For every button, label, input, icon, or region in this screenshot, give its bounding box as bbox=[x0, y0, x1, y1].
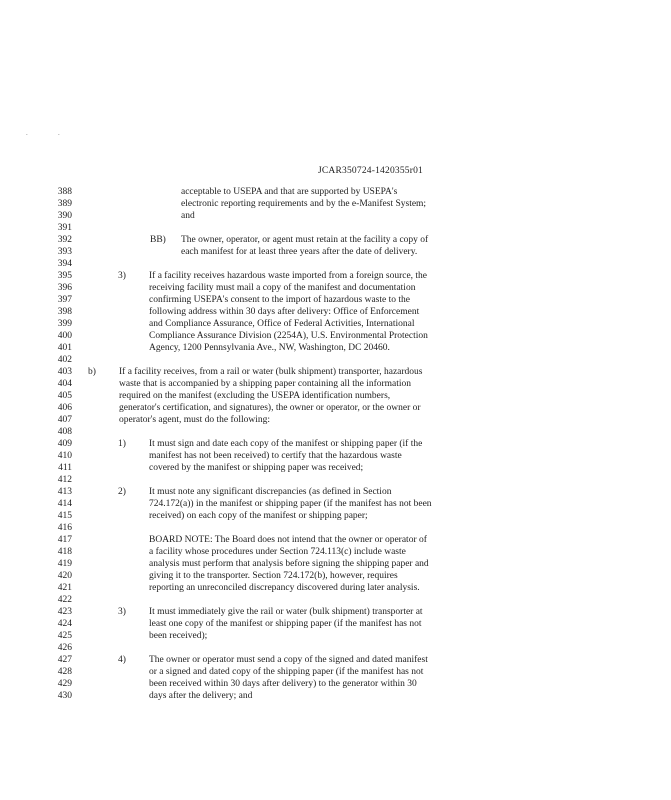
line-number: 413 bbox=[57, 487, 72, 497]
line-number: 424 bbox=[57, 619, 72, 629]
line-number: 429 bbox=[57, 679, 72, 689]
body-text-line: or a signed and dated copy of the shipping paper (if the manifest has not bbox=[149, 667, 424, 677]
line-number: 395 bbox=[57, 271, 72, 281]
item-label: 4) bbox=[118, 655, 126, 665]
body-text-line: The owner or operator must send a copy of the signed and dated manifest bbox=[149, 655, 428, 665]
line-number: 417 bbox=[57, 535, 72, 545]
line-number: 393 bbox=[57, 247, 72, 257]
line-number: 401 bbox=[57, 343, 72, 353]
body-text-line: Agency, 1200 Pennsylvania Ave., NW, Washington, DC 20460. bbox=[149, 343, 390, 353]
body-text-line: acceptable to USEPA and that are supported by USEPA's bbox=[181, 187, 398, 197]
item-label: 1) bbox=[118, 439, 126, 449]
corner-mark: . bbox=[58, 129, 60, 137]
line-number: 414 bbox=[57, 499, 72, 509]
body-text-line: and bbox=[181, 211, 195, 221]
body-text-line: Compliance Assurance Division (2254A), U.S. Environmental Protection bbox=[149, 331, 428, 341]
body-text-line: each manifest for at least three years after the date of delivery. bbox=[181, 247, 418, 257]
line-number: 396 bbox=[57, 283, 72, 293]
body-text-line: covered by the manifest or shipping paper was received; bbox=[149, 463, 364, 473]
body-text-line: 724.172(a)) in the manifest or shipping paper (if the manifest has not been bbox=[149, 499, 432, 509]
line-number: 411 bbox=[58, 463, 72, 473]
item-label: 3) bbox=[118, 607, 126, 617]
document-id-header: JCAR350724-1420355r01 bbox=[318, 166, 424, 176]
board-note-line: reporting an unreconciled discrepancy discovered during later analysis. bbox=[149, 583, 420, 593]
line-number: 416 bbox=[57, 523, 72, 533]
line-number: 404 bbox=[57, 379, 72, 389]
line-number: 399 bbox=[57, 319, 72, 329]
body-text-line: It must note any significant discrepancies (as defined in Section bbox=[149, 487, 392, 497]
body-text-line: least one copy of the manifest or shipping paper (if the manifest has not bbox=[149, 619, 422, 629]
line-number: 426 bbox=[57, 643, 72, 653]
line-number: 430 bbox=[57, 691, 72, 701]
line-number: 403 bbox=[57, 367, 72, 377]
board-note-line: a facility whose procedures under Section 724.113(c) include waste bbox=[149, 547, 406, 557]
body-text-line: generator's certification, and signatures), the owner or operator, or the owner or bbox=[119, 403, 421, 413]
line-number: 418 bbox=[57, 547, 72, 557]
body-text-line: days after the delivery; and bbox=[149, 691, 253, 701]
board-note-line: giving it to the transporter. Section 724.172(b), however, requires bbox=[149, 571, 398, 581]
corner-mark: . bbox=[26, 129, 28, 137]
line-number: 425 bbox=[57, 631, 72, 641]
item-label: 2) bbox=[118, 487, 126, 497]
line-number: 415 bbox=[57, 511, 72, 521]
line-number: 421 bbox=[57, 583, 72, 593]
line-number: 422 bbox=[57, 595, 72, 605]
body-text-line: required on the manifest (excluding the USEPA identification numbers, bbox=[119, 391, 391, 401]
body-text-line: The owner, operator, or agent must retain at the facility a copy of bbox=[181, 235, 429, 245]
body-text-line: following address within 30 days after delivery: Office of Enforcement bbox=[149, 307, 420, 317]
line-number: 388 bbox=[57, 187, 72, 197]
body-text-line: manifest has not been received) to certify that the hazardous waste bbox=[149, 451, 402, 461]
line-number: 410 bbox=[57, 451, 72, 461]
item-label: b) bbox=[88, 367, 96, 377]
body-text-line: and Compliance Assurance, Office of Federal Activities, International bbox=[149, 319, 415, 329]
body-text-line: If a facility receives hazardous waste imported from a foreign source, the bbox=[149, 271, 428, 281]
line-number: 394 bbox=[57, 259, 72, 269]
line-number: 420 bbox=[57, 571, 72, 581]
item-label: 3) bbox=[118, 271, 126, 281]
line-number: 412 bbox=[57, 475, 72, 485]
item-label: BB) bbox=[150, 235, 166, 245]
body-text-line: been received within 30 days after delivery) to the generator within 30 bbox=[149, 679, 417, 689]
line-number: 406 bbox=[57, 403, 72, 413]
line-number: 400 bbox=[57, 331, 72, 341]
board-note-line: BOARD NOTE: The Board does not intend that the owner or operator of bbox=[149, 535, 427, 545]
line-number: 407 bbox=[57, 415, 72, 425]
line-number: 398 bbox=[57, 307, 72, 317]
body-text-line: receiving facility must mail a copy of the manifest and documentation bbox=[149, 283, 416, 293]
body-text-line: electronic reporting requirements and by the e-Manifest System; bbox=[181, 199, 427, 209]
body-text-line: If a facility receives, from a rail or water (bulk shipment) transporter, hazardous bbox=[119, 367, 423, 377]
line-number: 389 bbox=[57, 199, 72, 209]
body-text-line: waste that is accompanied by a shipping paper containing all the information bbox=[119, 379, 412, 389]
board-note-line: analysis must perform that analysis before signing the shipping paper and bbox=[149, 559, 429, 569]
line-number: 423 bbox=[57, 607, 72, 617]
body-text-line: received) on each copy of the manifest or shipping paper; bbox=[149, 511, 368, 521]
line-number: 392 bbox=[57, 235, 72, 245]
body-text-line: operator's agent, must do the following: bbox=[119, 415, 271, 425]
line-number: 390 bbox=[57, 211, 72, 221]
line-number: 391 bbox=[57, 223, 72, 233]
body-text-line: It must immediately give the rail or water (bulk shipment) transporter at bbox=[149, 607, 423, 617]
line-number: 397 bbox=[57, 295, 72, 305]
line-number: 419 bbox=[57, 559, 72, 569]
body-text-line: been received); bbox=[149, 631, 208, 641]
line-number: 405 bbox=[57, 391, 72, 401]
line-number: 409 bbox=[57, 439, 72, 449]
line-number: 402 bbox=[57, 355, 72, 365]
body-text-line: It must sign and date each copy of the manifest or shipping paper (if the bbox=[149, 439, 423, 449]
line-number: 408 bbox=[57, 427, 72, 437]
line-number: 428 bbox=[57, 667, 72, 677]
line-number: 427 bbox=[57, 655, 72, 665]
body-text-line: confirming USEPA's consent to the import of hazardous waste to the bbox=[149, 295, 410, 305]
